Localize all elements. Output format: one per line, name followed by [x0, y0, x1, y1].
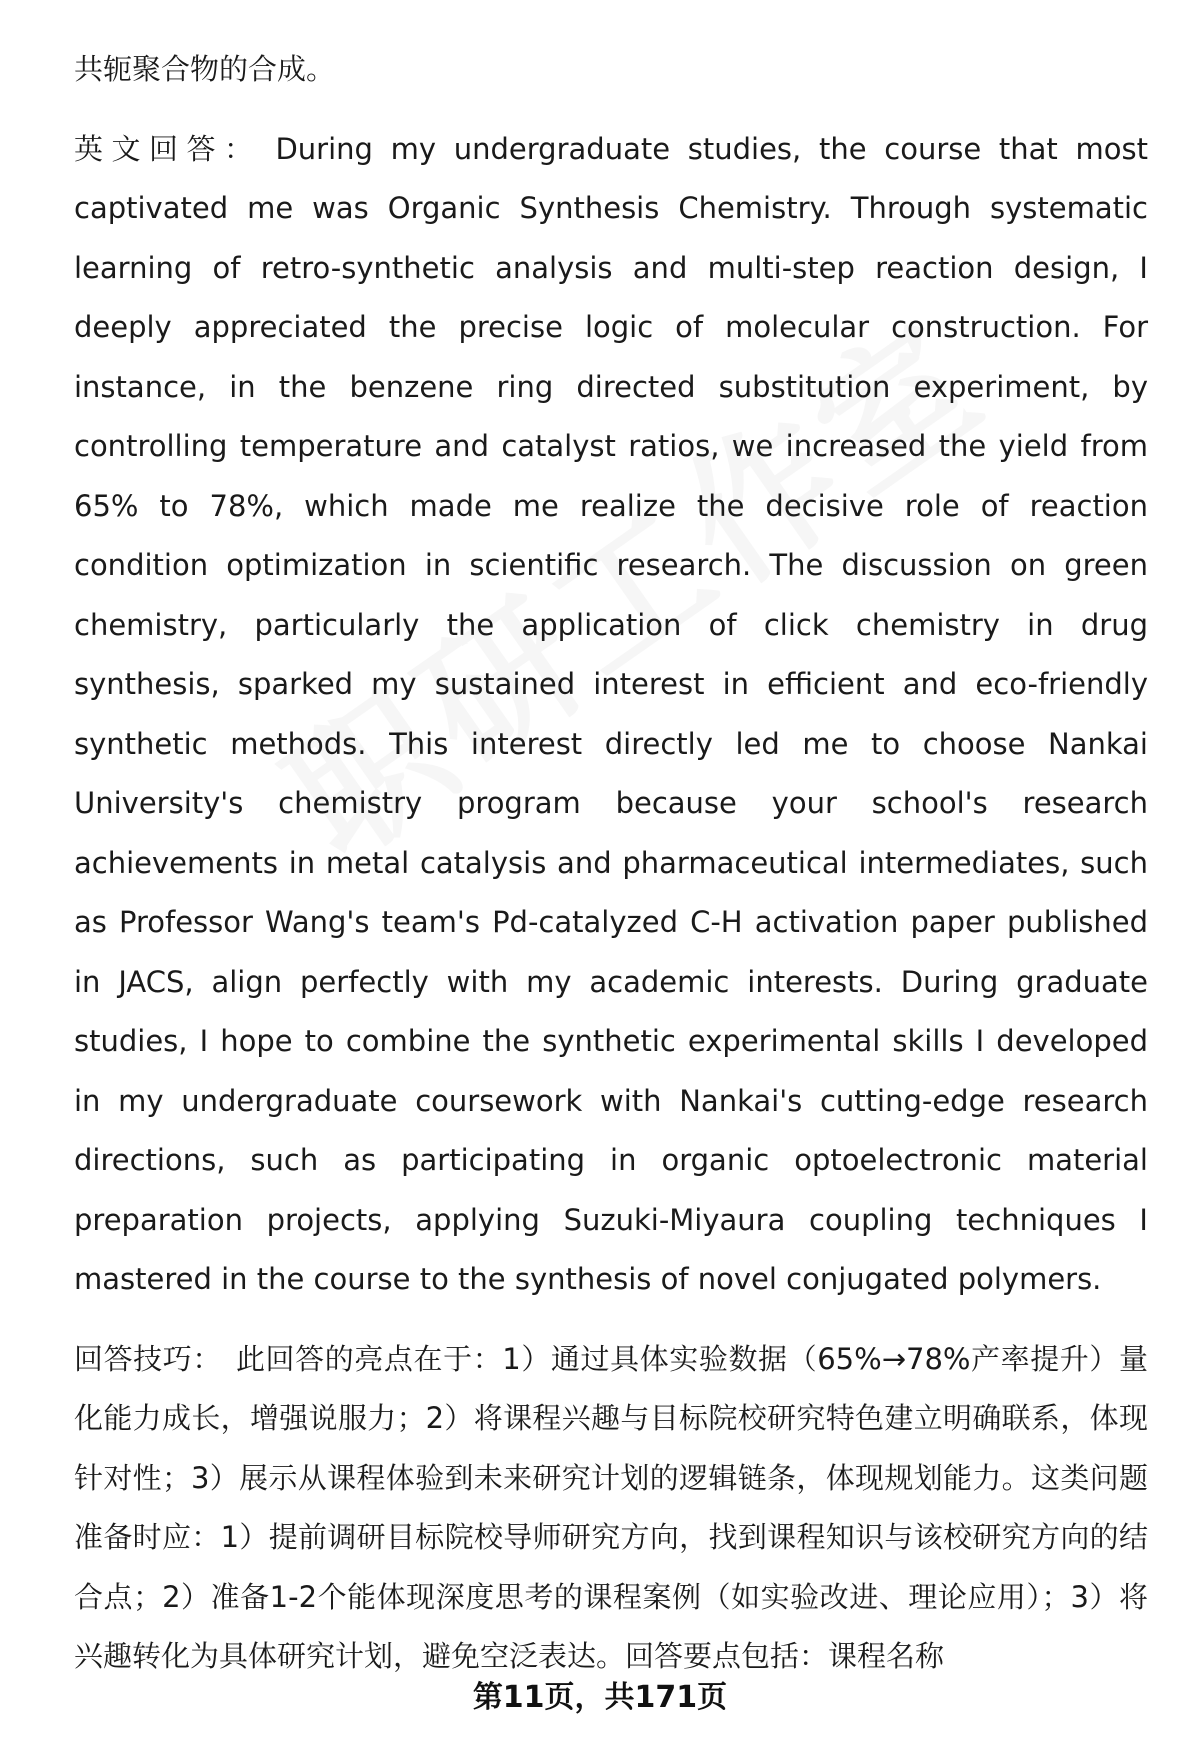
- english-answer-paragraph: [74, 120, 1148, 1310]
- answer-tips-paragraph: [74, 1330, 1148, 1687]
- page-number-footer: 第11页，共171页: [472, 1680, 728, 1715]
- english-answer-label: 英文回答：: [74, 131, 262, 166]
- continuation-paragraph: 共轭聚合物的合成。: [74, 52, 336, 86]
- english-answer-text: During my undergraduate studies, the course that most captivated me was Organic Synthesis Chemistry. Through systematic learning of retro-synthetic analysis and multi-step reaction design, I deeply appreciated the precise logic of molecular construction. For instance, in the benzene ring directed substitution experiment, by controlling temperature and catalyst ratios, we increased the yield from 65% to 78%, which made me realize the decisive role of reaction condition optimization in scientific research. The discussion on green chemistry, particularly the application of click chemistry in drug synthesis, sparked my sustained interest in efficient and eco-friendly synthetic methods. This interest directly led me to choose Nankai University's chemistry program because your school's research achievements in metal catalysis and pharmaceutical intermediates, such as Professor Wang's team's Pd-catalyzed C-H activation paper published in JACS, align perfectly with my academic interests. During graduate studies, I hope to combine the synthetic experimental skills I developed in my undergraduate coursework with Nankai's cutting-edge research directions, such as participating in organic optoelectronic material preparation projects, applying Suzuki-Miyaura coupling techniques I mastered in the course to the synthesis of novel conjugated polymers.: [74, 131, 1148, 1296]
- document-page: [74, 40, 1148, 1687]
- answer-tips-text: 此回答的亮点在于：1）通过具体实验数据（65%→78%产率提升）量化能力成长，增强说服力；2）将课程兴趣与目标院校研究特色建立明确联系，体现针对性；3）展示从课程体验到未来研究计划的逻辑链条，体现规划能力。这类问题准备时应：1）提前调研目标院校导师研究方向，找到课程知识与该校研究方向的结合点；2）准备1-2个能体现深度思考的课程案例（如实验改进、理论应用）；3）将兴趣转化为具体研究计划，避免空泛表达。回答要点包括：课程名称: [74, 1341, 1148, 1673]
- answer-tips-label: 回答技巧：: [74, 1341, 222, 1376]
